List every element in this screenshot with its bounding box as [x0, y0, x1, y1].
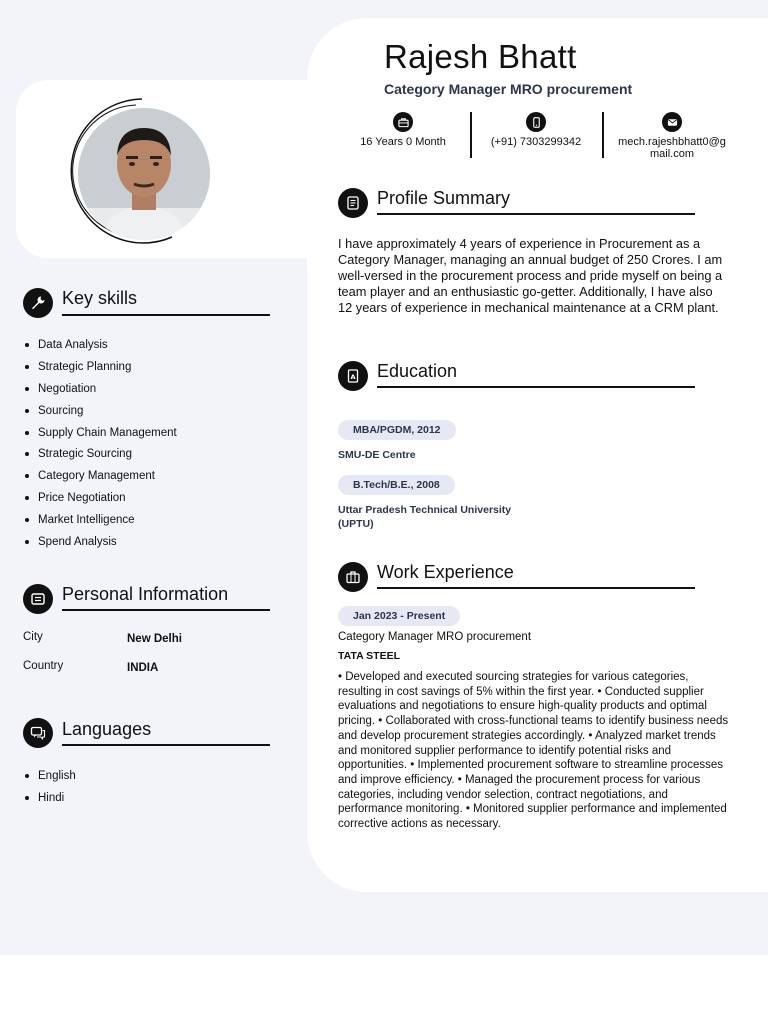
contact-divider — [602, 112, 604, 158]
profile-summary-text: I have approximately 4 years of experience in Procurement as a Category Manager, managing an annual budget of 250 Crores. I am well-versed in the procurement process and pride myself on being a team player and an enthusiastic go-getter. Additionally, I have also 12 years of experience in mechanical maintenance at a CRM plant. — [338, 236, 723, 315]
degree-badge: MBA/PGDM, 2012 — [338, 420, 456, 440]
list-item: Price Negotiation — [23, 491, 177, 513]
candidate-role: Category Manager MRO procurement — [384, 81, 633, 97]
svg-text:A: A — [350, 373, 356, 382]
institution-name: SMU-DE Centre — [338, 449, 416, 461]
languages-heading: Languages — [62, 719, 152, 739]
experience-text: 16 Years 0 Month — [360, 136, 446, 148]
briefcase-icon — [338, 562, 368, 592]
education-heading: Education — [377, 361, 458, 381]
job-description: • Developed and executed sourcing strategies for various categories, resulting in cost savings of 5% within the first year. • Conducted supplier evaluations and negotiations to ensure high-quality products and optimal pricing. • Collaborated with cross-functional teams to identify business needs and develop procurement strategies accordingly. • Analyzed market trends and monitored supplier performance to identify potential risks and opportunities. • Implemented procurement software to streamline processes and improve efficiency. • Managed the procurement process for various categories, including vendor selection, contract negotiations, and performance monitoring. • Monitored supplier performance and implemented corrective actions as necessary. — [338, 671, 729, 831]
degree-badge: B.Tech/B.E., 2008 — [338, 475, 455, 495]
institution-name-cont: (UPTU) — [338, 518, 374, 530]
list-item: Hindi — [23, 791, 76, 813]
book-icon — [338, 361, 368, 391]
list-item: Data Analysis — [23, 338, 177, 360]
email-contact[interactable] — [612, 112, 732, 160]
list-item: Spend Analysis — [23, 535, 177, 557]
email-icon — [662, 112, 682, 132]
section-divider — [62, 609, 270, 611]
languages-list — [23, 769, 76, 813]
skills-list — [23, 338, 177, 557]
email-text-line2: mail.com — [649, 148, 694, 160]
wrench-icon — [23, 288, 53, 318]
briefcase-icon — [393, 112, 413, 132]
key-skills-heading: Key skills — [62, 288, 138, 308]
institution-name: Uttar Pradesh Technical University — [338, 504, 512, 516]
country-label: Country — [23, 660, 64, 672]
phone-contact[interactable] — [480, 112, 592, 148]
work-experience-heading: Work Experience — [377, 562, 514, 582]
phone-text: (+91) 7303299342 — [490, 136, 582, 148]
section-divider — [377, 213, 695, 215]
company-name: TATA STEEL — [338, 650, 401, 662]
document-icon — [338, 188, 368, 218]
chat-bubbles-icon — [23, 718, 53, 748]
experience-contact — [350, 112, 456, 148]
section-divider — [377, 386, 695, 388]
section-divider — [377, 587, 695, 589]
profile-summary-heading: Profile Summary — [377, 188, 511, 208]
candidate-name: Rajesh Bhatt — [384, 38, 577, 75]
list-item: Strategic Planning — [23, 360, 177, 382]
job-title: Category Manager MRO procurement — [338, 631, 532, 643]
list-item: Sourcing — [23, 404, 177, 426]
list-item: English — [23, 769, 76, 791]
city-value: New Delhi — [127, 633, 182, 645]
city-label: City — [23, 631, 43, 643]
personal-info-heading: Personal Information — [62, 584, 229, 604]
list-item: Negotiation — [23, 382, 177, 404]
id-card-icon — [23, 584, 53, 614]
country-value: INDIA — [127, 662, 159, 674]
email-text-line1: mech.rajeshbhatt0@g — [618, 136, 726, 148]
profile-photo-frame — [62, 95, 212, 245]
list-item: Category Management — [23, 469, 177, 491]
contact-divider — [470, 112, 472, 158]
avatar — [78, 108, 210, 240]
job-period-badge: Jan 2023 - Present — [338, 606, 460, 626]
list-item: Market Intelligence — [23, 513, 177, 535]
section-divider — [62, 744, 270, 746]
list-item: Supply Chain Management — [23, 426, 177, 448]
list-item: Strategic Sourcing — [23, 447, 177, 469]
section-divider — [62, 314, 270, 316]
phone-icon — [526, 112, 546, 132]
